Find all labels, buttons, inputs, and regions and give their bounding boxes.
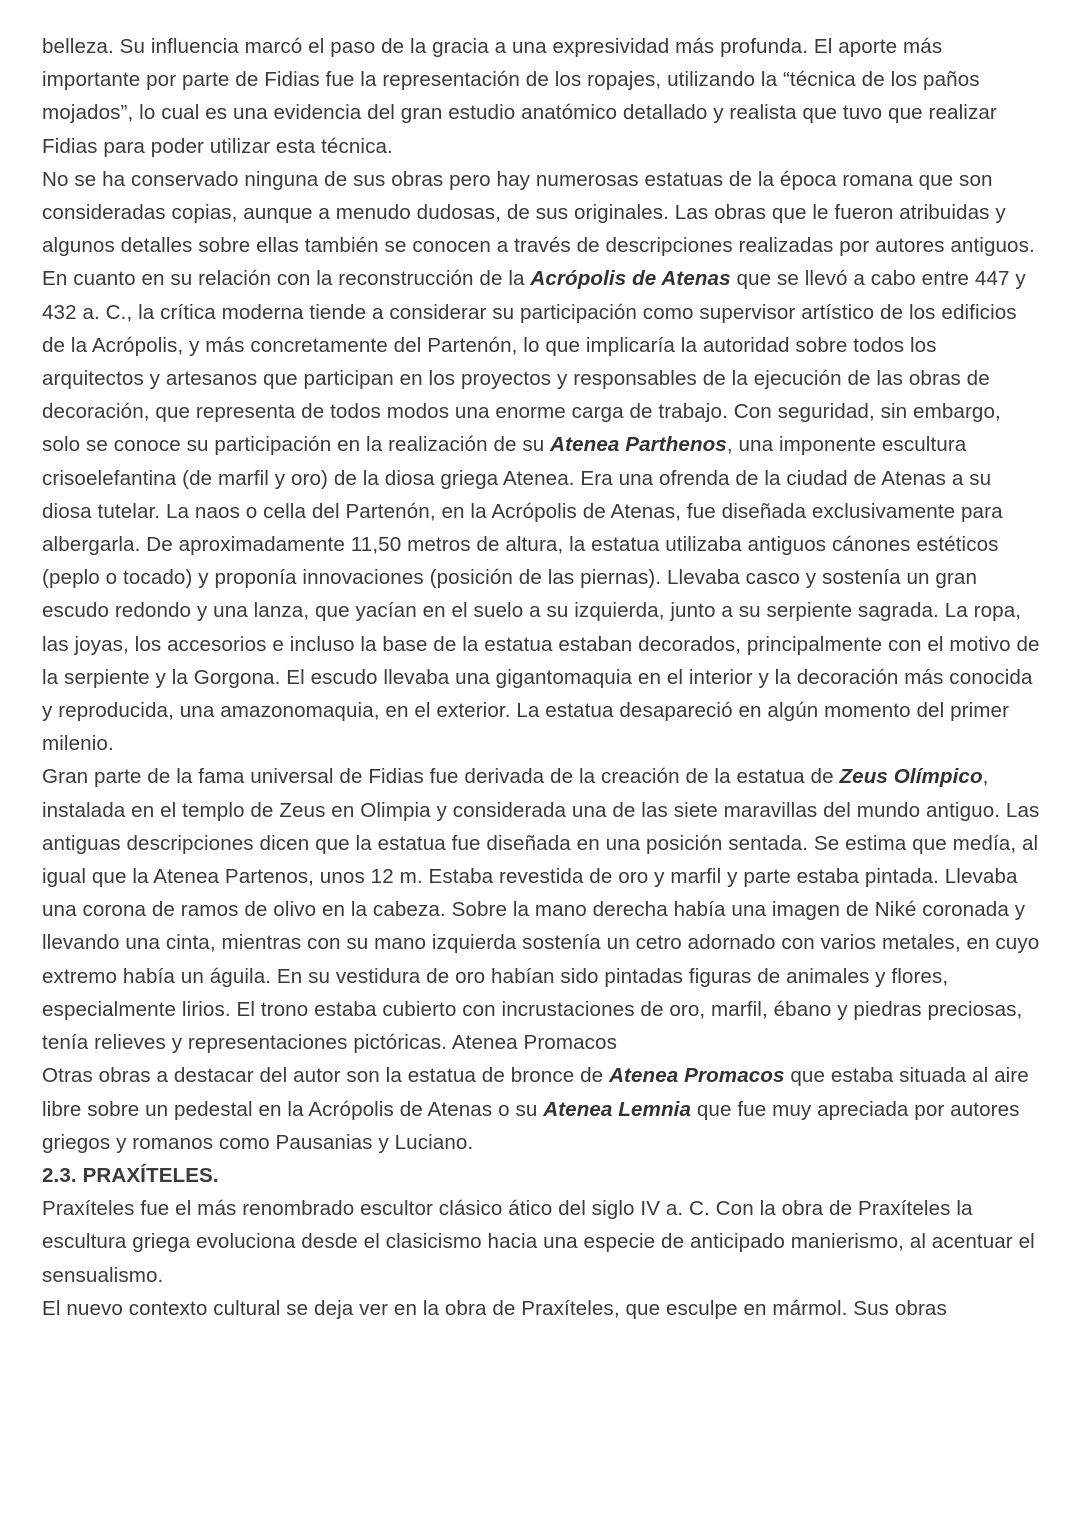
document-body	[42, 30, 1042, 1325]
section-heading-praxiteles: 2.3. PRAXÍTELES.	[42, 1163, 219, 1187]
text-run: En cuanto en su relación con la reconstrucción de la	[42, 267, 531, 291]
paragraph-acropolis-atenea-parthenos	[42, 262, 1042, 760]
emphasis-atenea-promacos: Atenea Promacos	[609, 1064, 785, 1088]
emphasis-zeus-olimpico: Zeus Olímpico	[839, 765, 983, 789]
emphasis-acropolis-de-atenas: Acrópolis de Atenas	[530, 267, 731, 291]
text-run: Otras obras a destacar del autor son la estatua de bronce de	[42, 1064, 610, 1088]
text-run: que estaba situada al aire libre sobre un pedestal en la Acrópolis de Atenas o su	[42, 1064, 1029, 1121]
text-run: Gran parte de la fama universal de Fidias fue derivada de la creación de la estatua de	[42, 765, 840, 789]
paragraph-fidias-pagnos: belleza. Su influencia marcó el paso de la gracia a una expresividad más profunda. El aporte más importante por parte de Fidias fue la representación de los ropajes, utilizando la “técnica de los paños mojados”, lo cual es una evidencia del gran estudio anatómico detallado y realista que tuvo que realizar Fidias para poder utilizar esta técnica.	[42, 35, 997, 158]
paragraph-praxiteles-contexto: El nuevo contexto cultural se deja ver en la obra de Praxíteles, que esculpe en mármol. Sus obras	[42, 1296, 947, 1320]
emphasis-atenea-parthenos: Atenea Parthenos	[550, 433, 727, 457]
text-run: que fue muy apreciada por autores griegos y romanos como Pausanias y Luciano.	[42, 1097, 1020, 1154]
paragraph-otras-obras	[42, 1059, 1042, 1159]
paragraph-praxiteles-intro: Praxíteles fue el más renombrado escultor clásico ático del siglo IV a. C. Con la obra de Praxíteles la escultura griega evoluciona desde el clasicismo hacia una especie de anticipado manierismo, al acentuar el sensualismo.	[42, 1197, 1035, 1287]
paragraph-copias-romanas: No se ha conservado ninguna de sus obras pero hay numerosas estatuas de la época romana que son consideradas copias, aunque a menudo dudosas, de sus originales. Las obras que le fueron atribuidas y algunos detalles sobre ellas también se conocen a través de descripciones realizadas por autores antiguos.	[42, 167, 1035, 258]
emphasis-atenea-lemnia: Atenea Lemnia	[543, 1097, 692, 1121]
text-run: que se llevó a cabo entre 447 y 432 a. C., la crítica moderna tiende a considerar su participación como supervisor artístico de los edificios de la Acrópolis, y más concretamente del Partenón, lo que implicaría la autoridad sobre todos los arquitectos y artesanos que participan en los proyectos y responsables de la ejecución de las obras de decoración, que representa de todos modos una enorme carga de trabajo. Con seguridad, sin embargo, solo se conoce su participación en la realización de su	[42, 267, 1026, 457]
paragraph-zeus-olimpico	[42, 760, 1042, 1059]
text-run: , una imponente escultura crisoelefantina (de marfil y oro) de la diosa griega Atenea. Era una ofrenda de la ciudad de Atenas a su diosa tutelar. La naos o cella del Partenón, en la Acrópolis de Atenas, fue diseñada exclusivamente para albergarla. De aproximadamente 11,50 metros de altura, la estatua utilizaba antiguos cánones estéticos (peplo o tocado) y proponía innovaciones (posición de las piernas). Llevaba casco y sostenía un gran escudo redondo y una lanza, que yacían en el suelo a su izquierda, junto a su serpiente sagrada. La ropa, las joyas, los accesorios e incluso la base de la estatua estaban decorados, principalmente con el motivo de la serpiente y la Gorgona. El escudo llevaba una gigantomaquia en el interior y la decoración más conocida y reproducida, una amazonomaquia, en el exterior. La estatua desapareció en algún momento del primer milenio.	[42, 433, 1040, 756]
text-run: , instalada en el templo de Zeus en Olimpia y considerada una de las siete maravillas del mundo antiguo. Las antiguas descripciones dicen que la estatua fue diseñada en una posición sentada. Se estima que medía, al igual que la Atenea Partenos, unos 12 m. Estaba revestida de oro y marfil y parte estaba pintada. Llevaba una corona de ramos de olivo en la cabeza. Sobre la mano derecha había una imagen de Niké coronada y llevando una cinta, mientras con su mano izquierda sostenía un cetro adornado con varios metales, en cuyo extremo había un águila. En su vestidura de oro habían sido pintadas figuras de animales y flores, especialmente lirios. El trono estaba cubierto con incrustaciones de oro, marfil, ébano y piedras preciosas, tenía relieves y representaciones pictóricas. Atenea Promacos	[42, 765, 1040, 1055]
